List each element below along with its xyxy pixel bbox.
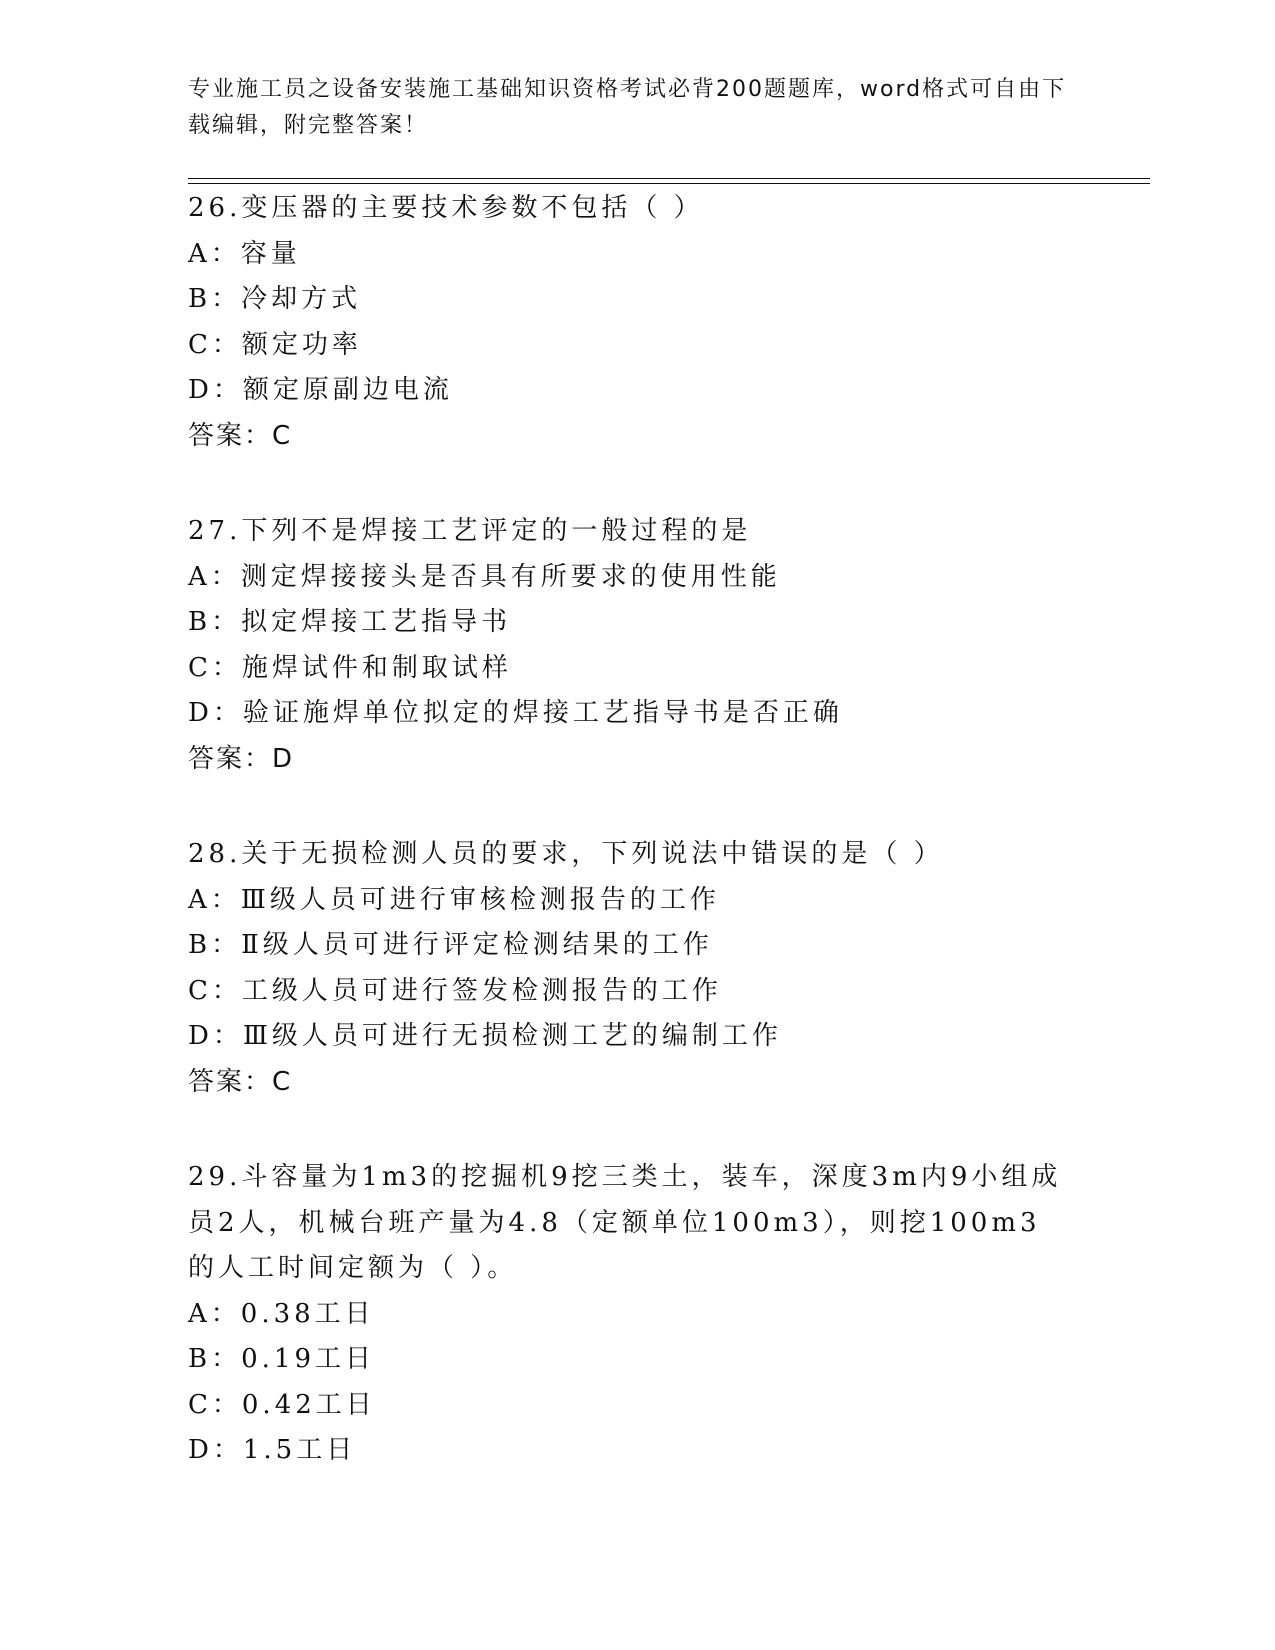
answer-label: 答案：C xyxy=(188,420,293,451)
question-29 xyxy=(188,1155,1138,1474)
option-c: C：额定功率 xyxy=(188,329,362,360)
answer-label: 答案：D xyxy=(188,743,295,774)
option-b: B：冷却方式 xyxy=(188,284,362,314)
question-stem: 27.下列不是焊接工艺评定的一般过程的是 xyxy=(188,516,752,546)
option-a: A：0.38工日 xyxy=(188,1298,375,1329)
option-d: D：额定原副边电流 xyxy=(188,375,453,405)
option-a: A：容量 xyxy=(188,238,301,269)
option-c: C：0.42工日 xyxy=(188,1389,376,1420)
header-divider-top xyxy=(188,178,1150,179)
document-header: 专业施工员之设备安装施工基础知识资格考试必背200题题库，word格式可自由下载编辑，附完整答案！ xyxy=(188,77,1067,138)
question-list xyxy=(188,186,1138,1524)
option-d: D：Ⅲ级人员可进行无损检测工艺的编制工作 xyxy=(188,1021,782,1051)
option-b: B：拟定焊接工艺指导书 xyxy=(188,607,512,637)
question-stem: 28.关于无损检测人员的要求，下列说法中错误的是（ ） xyxy=(188,839,944,869)
option-d: D：1.5工日 xyxy=(188,1435,357,1465)
option-d: D：验证施焊单位拟定的焊接工艺指导书是否正确 xyxy=(188,698,843,728)
question-28 xyxy=(188,832,1138,1105)
option-b: B：0.19工日 xyxy=(188,1344,375,1374)
question-27 xyxy=(188,509,1138,782)
question-26 xyxy=(188,186,1138,459)
option-a: A：Ⅲ级人员可进行审核检测报告的工作 xyxy=(188,884,720,915)
question-stem: 29.斗容量为1m3的挖掘机9挖三类土，装车，深度3m内9小组成员2人，机械台班产量为4.8（定额单位100m3），则挖100m3的人工时间定额为（ ）。 xyxy=(188,1162,1062,1283)
option-a: A：测定焊接接头是否具有所要求的使用性能 xyxy=(188,561,781,592)
option-c: C：工级人员可进行签发检测报告的工作 xyxy=(188,975,722,1006)
answer-label: 答案：C xyxy=(188,1066,293,1097)
header-divider-bottom xyxy=(188,183,1150,184)
question-stem: 26.变压器的主要技术参数不包括（ ） xyxy=(188,193,704,223)
option-b: B：Ⅱ级人员可进行评定检测结果的工作 xyxy=(188,930,713,960)
option-c: C：施焊试件和制取试样 xyxy=(188,652,512,683)
